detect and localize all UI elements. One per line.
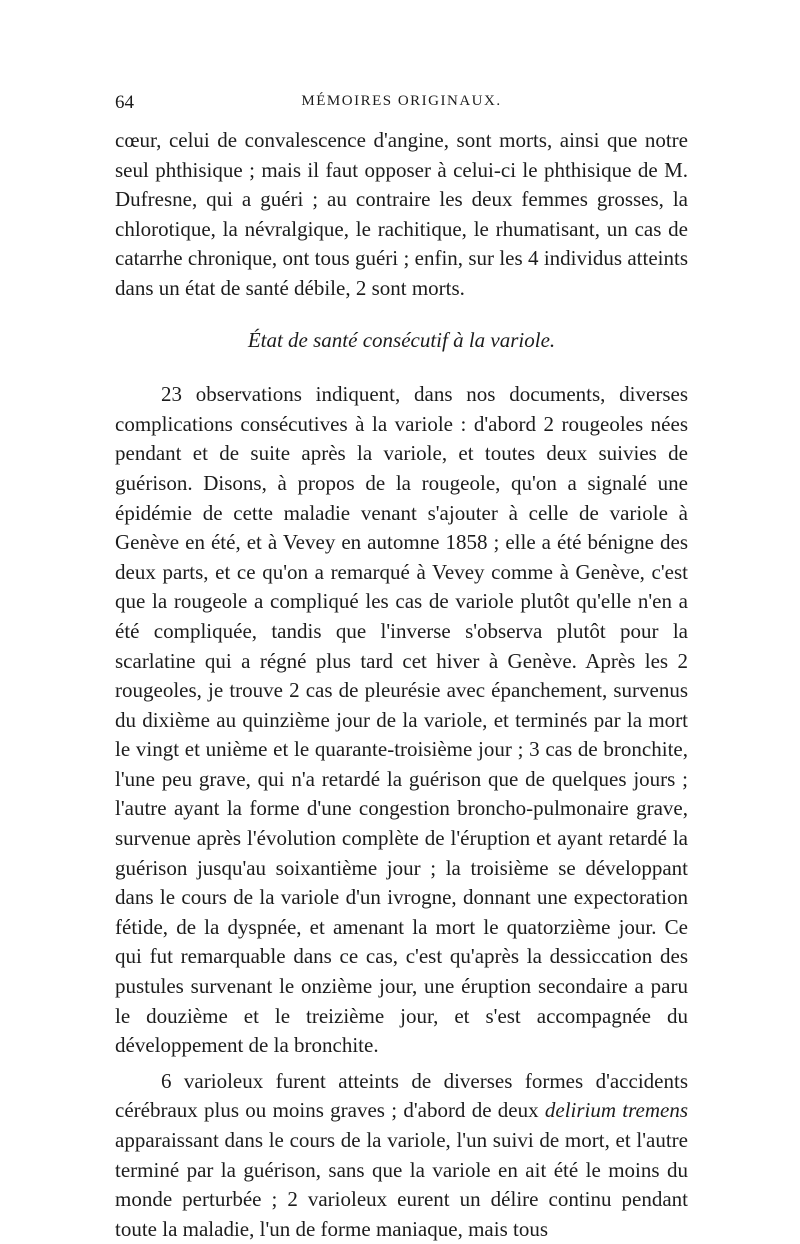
paragraph-text-start: 6 varioleux furent atteints de diverses formes d'accidents cérébraux plus ou moins graves ; d'abord de deux <box>115 1068 688 1123</box>
paragraph-complications: 23 observations indiquent, dans nos documents, diverses complications consécutives à la variole : d'abord 2 rougeoles nées pendant et de suite après la variole, et toutes deux suivies de guérison. Disons, à propos de la rougeole, qu'on a signalé une épidémie de cette maladie venant s'ajouter à celle de variole à Genève en été, et à Vevey en automne 1858 ; elle a été bénigne des deux parts, et ce qu'on a remarqué à Vevey comme à Genève, c'est que la rougeole a compliqué les cas de variole plutôt qu'elle n'en a été compliquée, tandis que l'inverse s'observa plutôt pour la scarlatine qui a régné plus tard cet hiver à Genève. Après les 2 rougeoles, je trouve 2 cas de pleurésie avec épanchement, survenus du dixième au quinzième jour de la variole, et terminés par la mort le vingt et unième et le quarante-troisième jour ; 3 cas de bronchite, l'une peu grave, qui n'a retardé la guérison que de quelques jours ; l'autre ayant la forme d'une congestion broncho-pulmonaire grave, survenue après l'évolution complète de l'éruption et ayant retardé la guérison jusqu'au soixantième jour ; la troisième se développant dans le cours de la variole d'un ivrogne, donnant une expectoration fétide, de la dyspnée, et amenant la mort le quatorzième jour. Ce qui fut remarquable dans ce cas, c'est qu'après la dessiccation des pustules survenant le onzième jour, une éruption secondaire a paru le douzième et le treizième jour, et s'est accompagnée du développement de la bronchite. <box>115 382 688 1058</box>
running-title: MÉMOIRES ORIGINAUX. <box>301 93 502 109</box>
paragraph-cerebral-accidents <box>115 1067 688 1244</box>
page-number: 64 <box>115 92 134 113</box>
paragraph-continuation: cœur, celui de convalescence d'angine, sont morts, ainsi que notre seul phthisique ; mais il faut opposer à celui-ci le phthisique de M. Dufresne, qui a guéri ; au contraire les deux femmes grosses, la chlorotique, la névralgique, le rachitique, le rhumatisant, un cas de catarrhe chronique, ont tous guéri ; enfin, sur les 4 individus atteints dans un état de santé débile, 2 sont morts. <box>115 128 688 300</box>
italic-term: delirium tremens <box>544 1098 689 1123</box>
section-heading: État de santé consécutif à la variole. <box>247 327 556 352</box>
paragraph-text-end: apparaissant dans le cours de la variole, l'un suivi de mort, et l'autre terminé par la guérison, sans que la variole en ait été le moins du monde perturbée ; 2 varioleux eurent un délire continu pendant toute la maladie, l'un de forme maniaque, mais tous <box>115 1128 688 1241</box>
running-head <box>115 92 688 120</box>
body-text <box>115 126 688 1244</box>
